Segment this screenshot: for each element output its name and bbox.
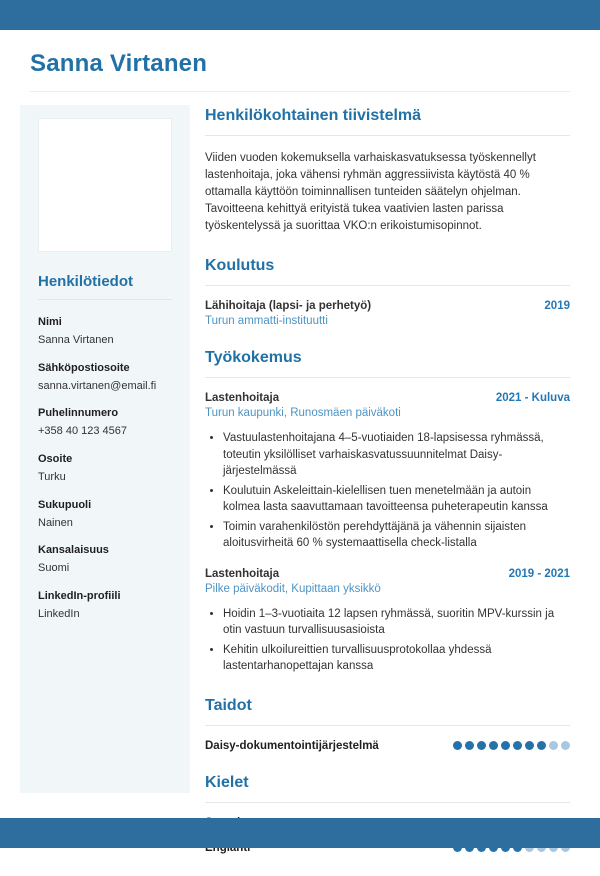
experience-entry	[205, 392, 570, 552]
field-value: Turku	[38, 470, 66, 483]
education-dates: 2019	[544, 300, 570, 312]
sidebar-title: Henkilötiedot	[38, 273, 172, 300]
level-dot	[489, 741, 498, 750]
main-content	[205, 105, 570, 876]
job-bullet: • Hoidin 1–3-vuotiaita 12 lapsen ryhmässä, suoritin MPV-kurssin ja otin vastuun turvallisuusasioista	[223, 606, 570, 639]
field-label: Puhelinnumero	[38, 407, 119, 420]
skill-row	[205, 740, 570, 752]
field-value: sanna.virtanen@email.fi	[38, 379, 157, 392]
skills-title: Taidot	[205, 697, 570, 726]
employer-name: Pilke päiväkodit, Kupittaan yksikkö	[205, 582, 381, 595]
field-label: Sukupuoli	[38, 498, 92, 511]
summary-title: Henkilökohtainen tiivistelmä	[205, 107, 570, 136]
level-dot	[477, 741, 486, 750]
person-name: Sanna Virtanen	[30, 50, 208, 77]
field-gender	[38, 498, 172, 531]
header	[0, 30, 600, 92]
experience-title: Työkokemus	[205, 349, 570, 378]
skill-name: Daisy-dokumentointijärjestelmä	[205, 739, 379, 752]
job-title: Lastenhoitaja	[205, 567, 280, 580]
section-education	[205, 257, 570, 327]
field-label: Sähköpostiosoite	[38, 361, 130, 374]
job-bullet: • Vastuulastenhoitajana 4–5-vuotiaiden 18-lapsisessa ryhmässä, toteutin yksilölliset varhaiskasvatussuunnitelmat Daisy-järjestelmässä	[223, 430, 570, 480]
school-name: Turun ammatti-instituutti	[205, 315, 328, 327]
field-label: Nimi	[38, 316, 62, 328]
field-label: Kansalaisuus	[38, 544, 109, 557]
sidebar	[20, 105, 190, 793]
field-value: +358 40 123 4567	[38, 425, 128, 438]
field-value: Suomi	[38, 562, 70, 575]
bottom-accent-bar	[0, 818, 600, 848]
skill-level-dots	[453, 741, 570, 750]
level-dot	[549, 741, 558, 750]
field-value: Nainen	[38, 516, 73, 529]
section-skills	[205, 697, 570, 752]
job-dates: 2021 - Kuluva	[495, 392, 570, 404]
field-phone	[38, 406, 172, 439]
employer-name: Turun kaupunki, Runosmäen päiväkoti	[205, 407, 401, 419]
level-dot	[537, 741, 546, 750]
education-title: Koulutus	[205, 257, 570, 286]
field-nationality	[38, 543, 172, 576]
level-dot	[513, 741, 522, 750]
level-dot	[453, 741, 462, 750]
experience-entry-header	[205, 392, 570, 404]
section-experience	[205, 349, 570, 675]
languages-title: Kielet	[205, 774, 570, 803]
field-label: LinkedIn-profiili	[38, 590, 121, 603]
education-entry	[205, 300, 570, 327]
job-bullet-list	[205, 606, 570, 675]
profile-photo-placeholder	[38, 118, 172, 252]
section-summary	[205, 107, 570, 235]
job-bullet: • Koulutuin Askeleittain-kielellisen tuen menetelmään ja autoin kolmea lasta saavuttamaan tavoitteensa puheterapeutin kanssa	[223, 483, 570, 516]
content-columns	[0, 105, 600, 876]
level-dot	[525, 741, 534, 750]
level-dot	[561, 741, 570, 750]
degree-title: Lähihoitaja (lapsi- ja perhetyö)	[205, 300, 372, 312]
personal-details-list	[38, 315, 172, 622]
top-accent-bar	[0, 0, 600, 30]
field-name	[38, 315, 172, 348]
field-email	[38, 361, 172, 394]
job-dates: 2019 - 2021	[508, 567, 570, 580]
header-divider	[30, 91, 570, 92]
level-dot	[501, 741, 510, 750]
summary-text: Viiden vuoden kokemuksella varhaiskasvatuksessa työskennellyt lastenhoitaja, joka vähensi ryhmän aggressiivista käytöstä 40 % ottamalla käyttöön toiminnallisen tunteiden säätelyn ohjelman. Tavoitteena kehittyä erityistä tukea vaativien lasten parissa työskentelyssä ja suorittaa VKO:n erikoistumisopinnot.	[205, 152, 536, 232]
experience-entry	[205, 568, 570, 675]
experience-entry-header	[205, 568, 570, 580]
education-entry-header	[205, 300, 570, 312]
job-bullet: • Toimin varahenkilöstön perehdyttäjänä ja vähennin sijaisten aloitusvirheitä 60 % systemaattisella check-listalla	[223, 519, 570, 552]
field-label: Osoite	[38, 453, 73, 466]
job-bullet: • Kehitin ulkoilureittien turvallisuusprotokollaa yhdessä lastentarhanopettajan kanssa	[223, 642, 570, 675]
job-title: Lastenhoitaja	[205, 392, 280, 404]
linkedin-link[interactable]: LinkedIn	[38, 607, 80, 620]
field-value: Sanna Virtanen	[38, 333, 114, 346]
level-dot	[465, 741, 474, 750]
job-bullet-list	[205, 430, 570, 552]
field-linkedin	[38, 589, 172, 622]
field-address	[38, 452, 172, 485]
